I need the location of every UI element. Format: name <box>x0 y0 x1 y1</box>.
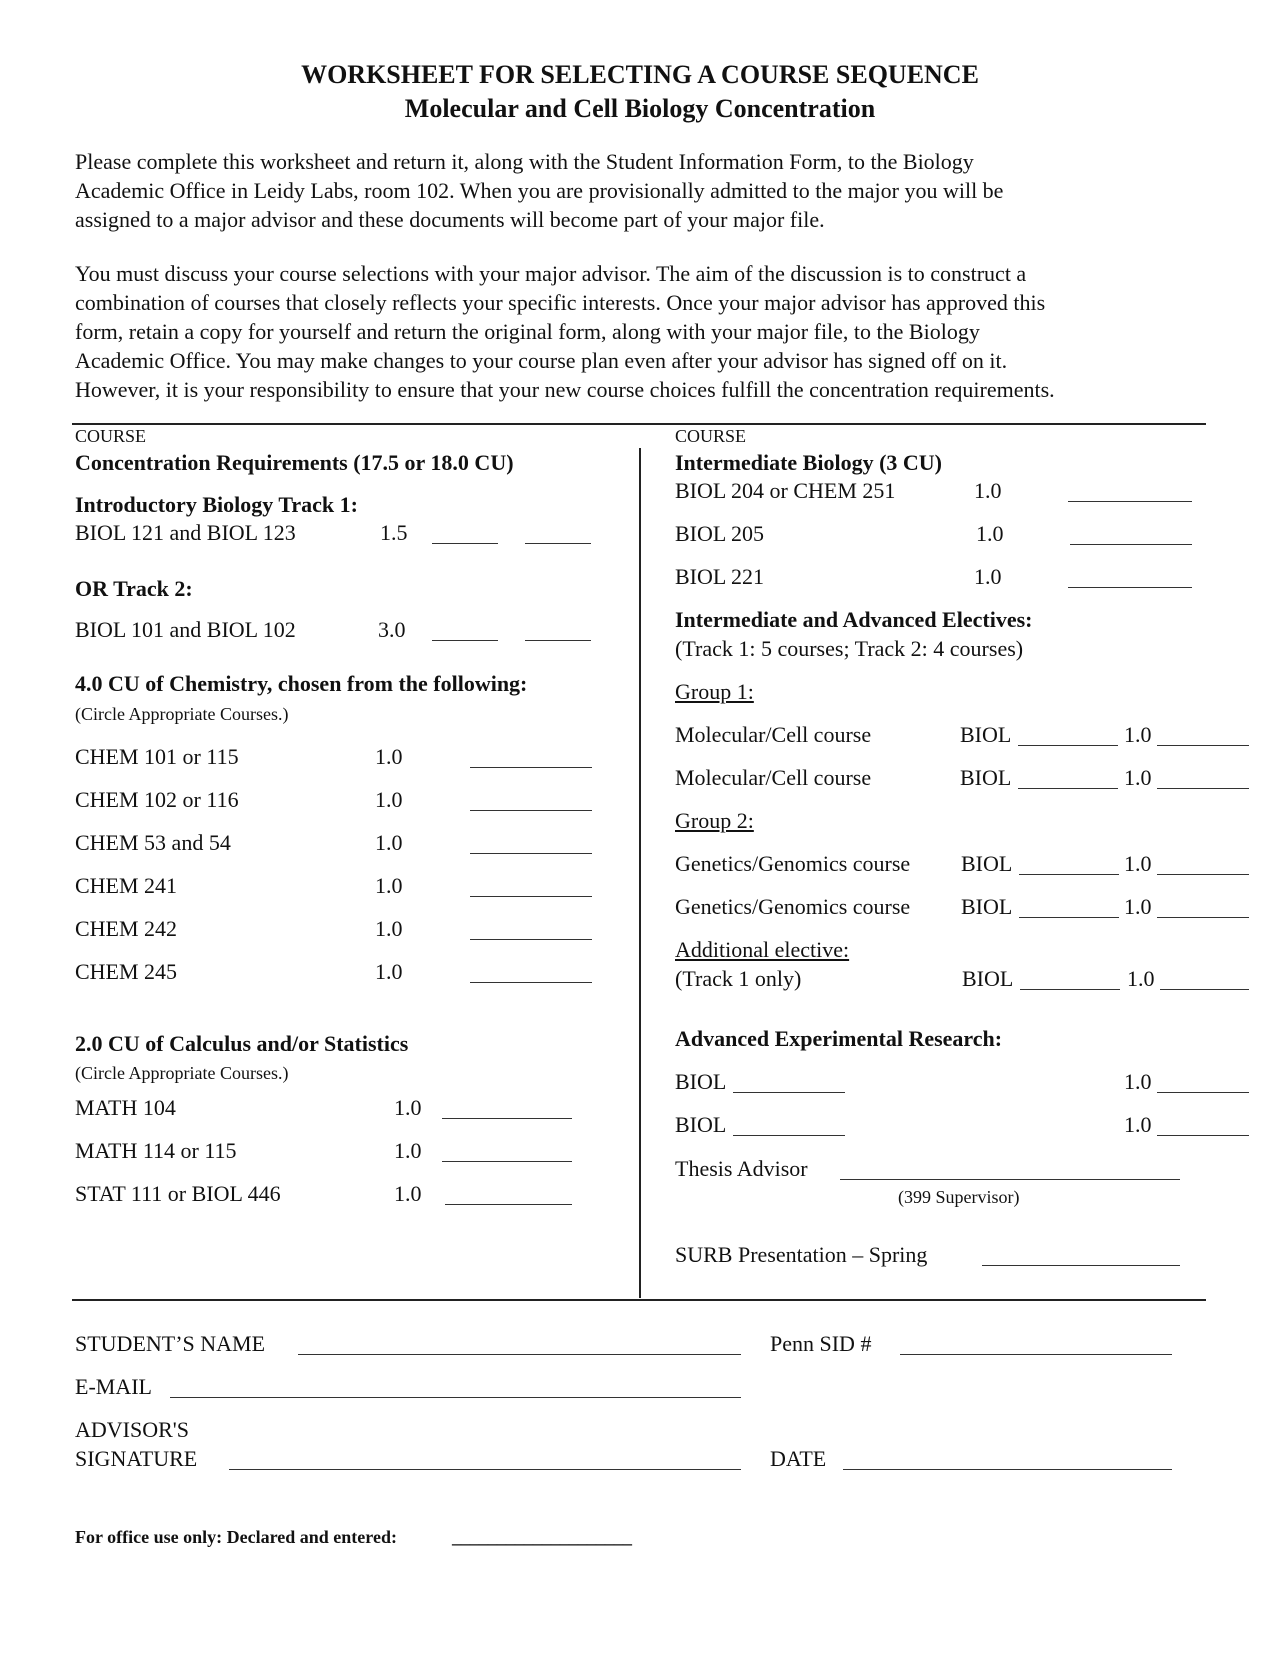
advisor-signature-field[interactable] <box>229 1469 741 1470</box>
intermediate-row-cu: 1.0 <box>976 521 1004 546</box>
office-use-field[interactable]: ____________________ <box>452 1527 632 1547</box>
intermediate-heading: Intermediate Biology (3 CU) <box>675 450 943 475</box>
group1-row-cu: 1.0 <box>1124 722 1152 747</box>
intro-line: assigned to a major advisor and these documents will become part of your major file. <box>75 207 825 232</box>
right-course-header: COURSE <box>675 426 747 446</box>
research-heading: Advanced Experimental Research: <box>675 1026 1003 1051</box>
discussion-line: Academic Office. You may make changes to your course plan even after your advisor has signed off on it. <box>75 348 1008 373</box>
left-course-header: COURSE <box>75 426 147 446</box>
column-divider <box>639 448 641 1298</box>
research-row-cu: 1.0 <box>1124 1112 1152 1137</box>
discussion-line: combination of courses that closely reflects your specific interests. Once your major advisor has approved this <box>75 290 1046 315</box>
intro-paragraph <box>75 147 1215 234</box>
track2-blank-2[interactable] <box>525 640 591 641</box>
intermediate-row-blank[interactable] <box>1068 501 1192 502</box>
advisor-label-line2: SIGNATURE <box>75 1446 198 1471</box>
group2-row-number-blank[interactable] <box>1019 874 1119 875</box>
track1-blank-1[interactable] <box>432 543 498 544</box>
track1-course: BIOL 121 and BIOL 123 <box>75 520 296 545</box>
track1-cu: 1.5 <box>380 520 408 545</box>
additional-elective-cu: 1.0 <box>1127 966 1155 991</box>
group2-row-course: Genetics/Genomics course <box>675 894 911 919</box>
group1-label: Group 1: <box>675 679 754 704</box>
intermediate-row-cu: 1.0 <box>974 478 1002 503</box>
chem-row-cu: 1.0 <box>375 873 403 898</box>
advisor-label-line1: ADVISOR'S <box>75 1417 189 1442</box>
discussion-line: However, it is your responsibility to ensure that your new course choices fulfill the concentration requirements. <box>75 377 1055 402</box>
intermediate-row-course: BIOL 204 or CHEM 251 <box>675 478 896 503</box>
chem-heading: 4.0 CU of Chemistry, chosen from the following: <box>75 671 528 696</box>
group2-label: Group 2: <box>675 808 754 833</box>
additional-elective-note: (Track 1 only) <box>675 966 802 991</box>
chem-row-course: CHEM 242 <box>75 916 178 941</box>
penn-sid-label: Penn SID # <box>770 1331 872 1356</box>
page-subtitle: Molecular and Cell Biology Concentration <box>404 94 876 123</box>
track2-blank-1[interactable] <box>432 640 498 641</box>
chem-row-blank[interactable] <box>470 896 592 897</box>
thesis-advisor-note: (399 Supervisor) <box>898 1187 1020 1207</box>
chem-row-blank[interactable] <box>470 767 592 768</box>
surb-presentation-field[interactable] <box>982 1265 1180 1266</box>
track2-cu: 3.0 <box>378 617 406 642</box>
math-row-cu: 1.0 <box>394 1095 422 1120</box>
group2-row-course: Genetics/Genomics course <box>675 851 911 876</box>
discussion-line: You must discuss your course selections with your major advisor. The aim of the discussion is to construct a <box>75 261 1027 286</box>
chem-row-blank[interactable] <box>470 982 592 983</box>
chem-row-course: CHEM 245 <box>75 959 178 984</box>
group2-row-blank[interactable] <box>1157 917 1249 918</box>
math-row-course: STAT 111 or BIOL 446 <box>75 1181 281 1206</box>
track2-heading: OR Track 2: <box>75 576 193 601</box>
math-row-cu: 1.0 <box>394 1181 422 1206</box>
student-name-field[interactable] <box>298 1354 741 1355</box>
group1-row-course: Molecular/Cell course <box>675 722 872 747</box>
intermediate-row-course: BIOL 221 <box>675 564 765 589</box>
group1-row-number-blank[interactable] <box>1018 745 1118 746</box>
track1-blank-2[interactable] <box>525 543 591 544</box>
group2-row-prefix: BIOL <box>961 851 1013 876</box>
date-label: DATE <box>770 1446 827 1471</box>
group1-row-cu: 1.0 <box>1124 765 1152 790</box>
group2-row-cu: 1.0 <box>1124 851 1152 876</box>
research-row-blank[interactable] <box>1157 1135 1249 1136</box>
penn-sid-field[interactable] <box>900 1354 1172 1355</box>
additional-elective-prefix: BIOL <box>962 966 1014 991</box>
surb-presentation-label: SURB Presentation – Spring <box>675 1242 928 1267</box>
chem-row-cu: 1.0 <box>375 787 403 812</box>
math-row-blank[interactable] <box>442 1161 572 1162</box>
track1-heading: Introductory Biology Track 1: <box>75 492 358 517</box>
thesis-advisor-label: Thesis Advisor <box>675 1156 808 1181</box>
group2-row-cu: 1.0 <box>1124 894 1152 919</box>
intermediate-row-cu: 1.0 <box>974 564 1002 589</box>
group2-row-number-blank[interactable] <box>1019 917 1119 918</box>
page-title: WORKSHEET FOR SELECTING A COURSE SEQUENCE <box>301 60 979 89</box>
track2-course: BIOL 101 and BIOL 102 <box>75 617 296 642</box>
group2-row-prefix: BIOL <box>961 894 1013 919</box>
bottom-rule <box>72 1299 1206 1301</box>
chem-row-course: CHEM 101 or 115 <box>75 744 239 769</box>
email-field[interactable] <box>170 1397 741 1398</box>
discussion-line: form, retain a copy for yourself and return the original form, along with your major file, to the Biology <box>75 319 980 344</box>
chem-row-blank[interactable] <box>470 853 592 854</box>
chem-row-blank[interactable] <box>470 939 592 940</box>
group1-row-course: Molecular/Cell course <box>675 765 872 790</box>
thesis-advisor-field[interactable] <box>840 1179 1180 1180</box>
intermediate-row-blank[interactable] <box>1070 544 1192 545</box>
intermediate-row-course: BIOL 205 <box>675 521 765 546</box>
additional-elective-blank[interactable] <box>1160 989 1249 990</box>
electives-heading: Intermediate and Advanced Electives: <box>675 607 1033 632</box>
chem-row-course: CHEM 53 and 54 <box>75 830 231 855</box>
group2-row-blank[interactable] <box>1157 874 1249 875</box>
top-rule <box>72 423 1206 425</box>
chem-row-course: CHEM 102 or 116 <box>75 787 239 812</box>
office-use-label: For office use only: Declared and entered: <box>75 1527 397 1547</box>
concentration-heading: Concentration Requirements (17.5 or 18.0 CU) <box>75 450 514 475</box>
group1-row-number-blank[interactable] <box>1018 788 1118 789</box>
date-field[interactable] <box>843 1469 1172 1470</box>
email-label: E-MAIL <box>75 1374 152 1399</box>
group1-row-prefix: BIOL <box>960 722 1012 747</box>
math-heading: 2.0 CU of Calculus and/or Statistics <box>75 1031 409 1056</box>
discussion-paragraph <box>75 259 1215 404</box>
chem-row-cu: 1.0 <box>375 830 403 855</box>
chem-note: (Circle Appropriate Courses.) <box>75 704 289 724</box>
additional-elective-label: Additional elective: <box>675 937 850 962</box>
chem-row-cu: 1.0 <box>375 744 403 769</box>
math-row-blank[interactable] <box>445 1204 572 1205</box>
research-row-number-blank[interactable] <box>733 1135 845 1136</box>
group1-row-blank[interactable] <box>1157 788 1249 789</box>
student-name-label: STUDENT’S NAME <box>75 1331 266 1356</box>
math-note: (Circle Appropriate Courses.) <box>75 1063 289 1083</box>
additional-elective-number-blank[interactable] <box>1020 989 1120 990</box>
research-row-cu: 1.0 <box>1124 1069 1152 1094</box>
math-row-course: MATH 114 or 115 <box>75 1138 237 1163</box>
research-row-prefix: BIOL <box>675 1069 727 1094</box>
group1-row-blank[interactable] <box>1157 745 1249 746</box>
research-row-blank[interactable] <box>1157 1092 1249 1093</box>
chem-row-course: CHEM 241 <box>75 873 178 898</box>
math-row-cu: 1.0 <box>394 1138 422 1163</box>
math-row-course: MATH 104 <box>75 1095 176 1120</box>
intro-line: Please complete this worksheet and return it, along with the Student Information Form, to the Biology <box>75 149 974 174</box>
intro-line: Academic Office in Leidy Labs, room 102. When you are provisionally admitted to the major you will be <box>75 178 1004 203</box>
math-row-blank[interactable] <box>442 1118 572 1119</box>
electives-note: (Track 1: 5 courses; Track 2: 4 courses) <box>675 636 1024 661</box>
group1-row-prefix: BIOL <box>960 765 1012 790</box>
research-row-number-blank[interactable] <box>733 1092 845 1093</box>
research-row-prefix: BIOL <box>675 1112 727 1137</box>
chem-row-blank[interactable] <box>470 810 592 811</box>
chem-row-cu: 1.0 <box>375 959 403 984</box>
intermediate-row-blank[interactable] <box>1068 587 1192 588</box>
chem-row-cu: 1.0 <box>375 916 403 941</box>
